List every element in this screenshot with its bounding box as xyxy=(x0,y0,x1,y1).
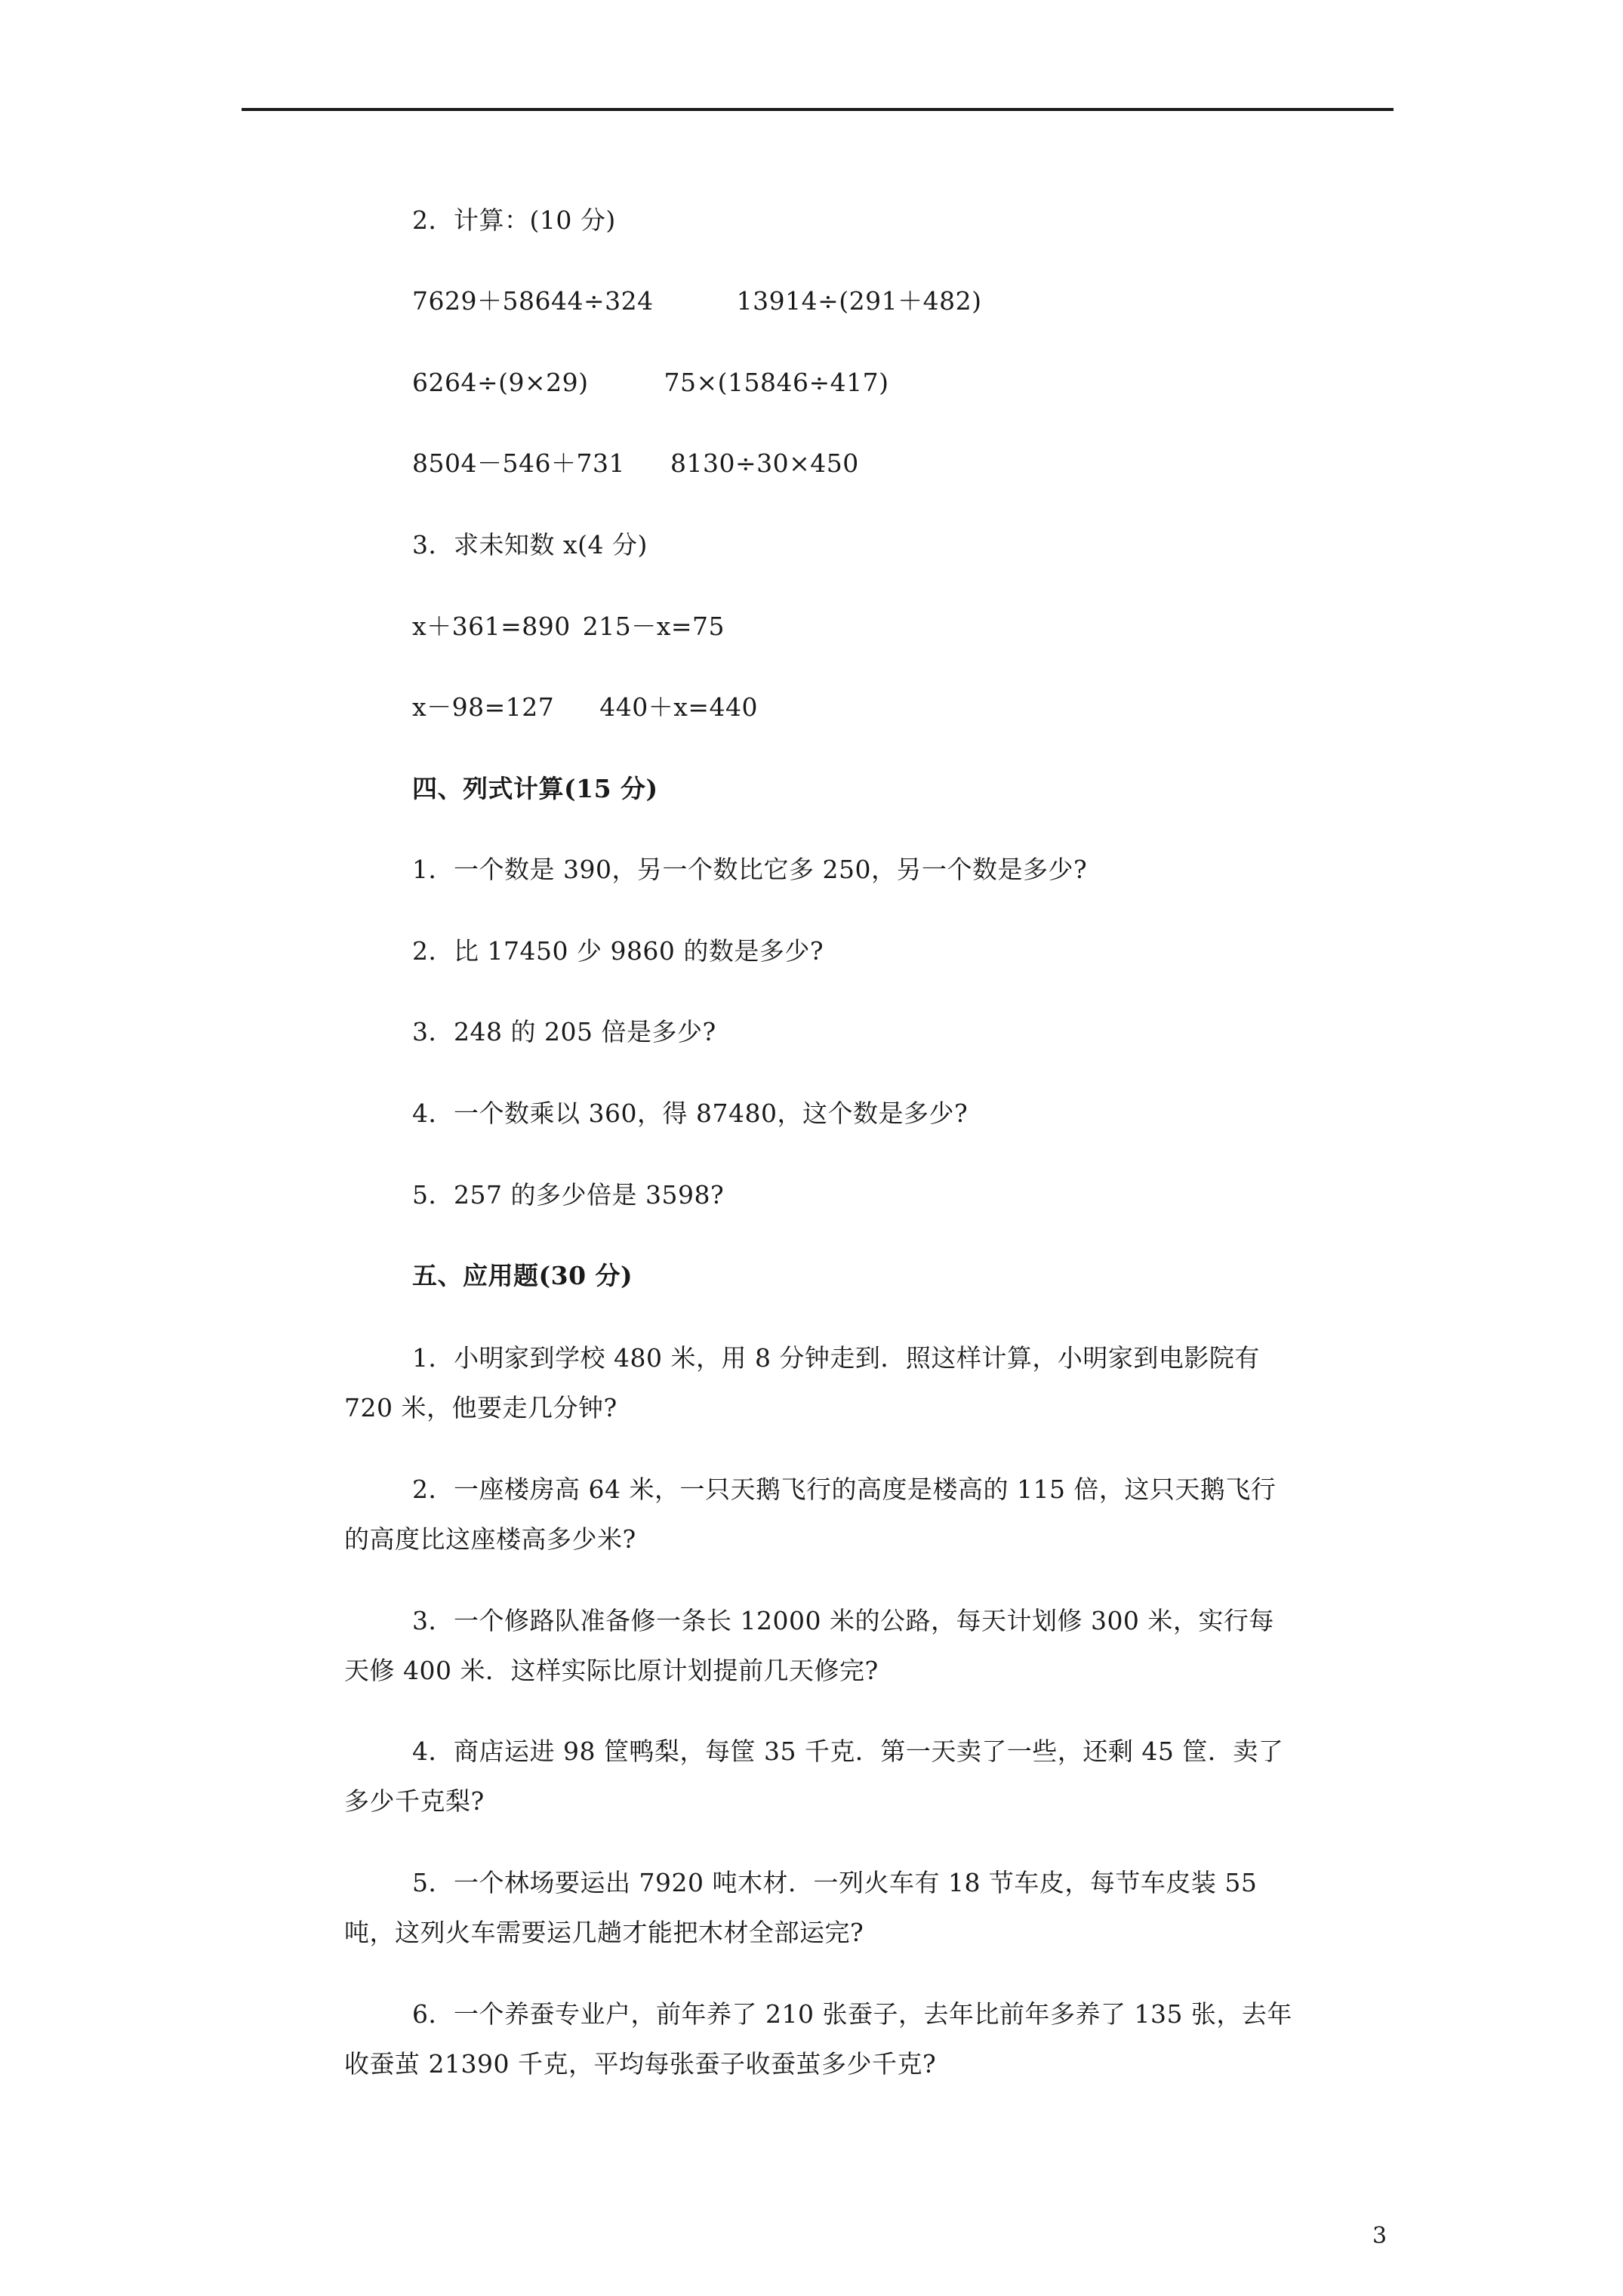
calc-expression: 75×(15846÷417) xyxy=(664,368,889,397)
q4-item-4: 4．一个数乘以 360，得 87480，这个数是多少? xyxy=(412,1099,969,1128)
section-title-calc: 2．计算：(10 分) xyxy=(412,205,616,235)
q4-item-3: 3．248 的 205 倍是多少? xyxy=(412,1017,716,1046)
calc-row-1 xyxy=(412,286,981,316)
equation: 215－x=75 xyxy=(582,612,725,641)
q5-item-4: 4．商店运进 98 筐鸭梨，每筐 35 千克．第一天卖了一些，还剩 45 筐．卖了多少千克梨? xyxy=(344,1737,1284,1816)
q4-item-1: 1．一个数是 390，另一个数比它多 250，另一个数是多少? xyxy=(412,855,1088,884)
calc-expression: 8130÷30×450 xyxy=(670,448,859,478)
q5-item-5: 5．一个林场要运出 7920 吨木材．一列火车有 18 节车皮，每节车皮装 55 吨，这列火车需要运几趟才能把木材全部运完? xyxy=(344,1868,1258,1947)
q5-item-1: 1．小明家到学校 480 米，用 8 分钟走到．照这样计算，小明家到电影院有 720 米，他要走几分钟? xyxy=(344,1343,1260,1422)
header-rule xyxy=(242,108,1394,111)
equation: 440＋x=440 xyxy=(599,692,758,722)
calc-expression: 7629＋58644÷324 xyxy=(412,286,654,316)
calc-expression: 8504－546＋731 xyxy=(412,448,625,478)
q4-item-2: 2．比 17450 少 9860 的数是多少? xyxy=(412,936,824,966)
section-heading-4: 四、列式计算(15 分) xyxy=(412,774,658,803)
q5-item-6: 6．一个养蚕专业户，前年养了 210 张蚕子，去年比前年多养了 135 张，去年收蚕茧 21390 千克，平均每张蚕子收蚕茧多少千克? xyxy=(344,1999,1292,2079)
section-heading-5: 五、应用题(30 分) xyxy=(412,1261,633,1290)
calc-expression: 6264÷(9×29) xyxy=(412,368,589,397)
equation-row-1 xyxy=(412,612,725,642)
section-title-unknown: 3．求未知数 x(4 分) xyxy=(412,530,648,559)
equation-row-2 xyxy=(412,692,758,723)
equation: x＋361=890 xyxy=(412,612,571,641)
page-number: 3 xyxy=(1372,2223,1387,2249)
q4-item-5: 5．257 的多少倍是 3598? xyxy=(412,1180,725,1210)
equation: x－98=127 xyxy=(412,692,555,722)
q5-item-2: 2．一座楼房高 64 米，一只天鹅飞行的高度是楼高的 115 倍，这只天鹅飞行的高度比这座楼高多少米? xyxy=(344,1475,1277,1554)
calc-row-3 xyxy=(412,448,859,479)
calc-row-2 xyxy=(412,368,889,398)
q5-item-3: 3．一个修路队准备修一条长 12000 米的公路，每天计划修 300 米，实行每天修 400 米．这样实际比原计划提前几天修完? xyxy=(344,1606,1274,1685)
calc-expression: 13914÷(291＋482) xyxy=(736,286,982,316)
